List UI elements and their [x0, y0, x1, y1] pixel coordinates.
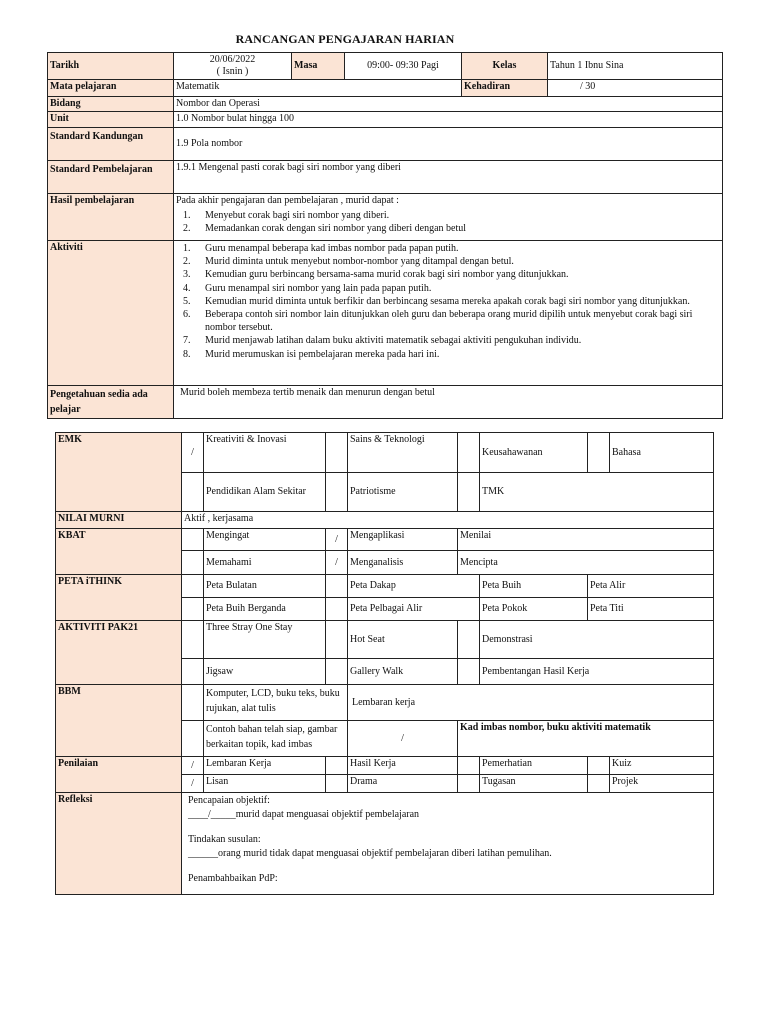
aktiviti-item — [176, 255, 720, 268]
kbat-mark-2[interactable]: / — [326, 529, 348, 551]
pak21-mark-4[interactable] — [182, 659, 204, 685]
kbat-label: KBAT — [56, 529, 182, 575]
date-text: 20/06/2022 — [209, 54, 256, 65]
penilaian-hasil-kerja: Hasil Kerja — [348, 757, 458, 775]
emk-label: EMK — [56, 433, 182, 512]
aktiviti-item-text: Kemudian guru berbincang bersama-sama murid corak bagi siri nombor yang ditunjukkan. — [205, 269, 569, 281]
aktiviti-item-text: Guru menampal siri nombor yang lain pada papan putih. — [205, 282, 432, 294]
pengetahuan-value: Murid boleh membeza tertib menaik dan menurun dengan betul — [174, 386, 723, 419]
peta-label: PETA iTHINK — [56, 575, 182, 621]
unit-label: Unit — [48, 112, 174, 128]
refleksi-line-3: Tindakan susulan: — [188, 834, 261, 845]
aktiviti-item-number: 3. — [183, 269, 191, 281]
emk-mark-5[interactable] — [182, 473, 204, 512]
tarikh-label: Tarikh — [48, 53, 174, 80]
aktiviti-item-number: 5. — [183, 295, 191, 307]
refleksi-line-5: Penambahbaikan PdP: — [188, 873, 278, 884]
penilaian-projek: Projek — [610, 775, 714, 793]
pak21-label: AKTIVITI PAK21 — [56, 621, 182, 685]
emk-mark-4[interactable] — [588, 433, 610, 473]
unit-value: 1.0 Nombor bulat hingga 100 — [174, 112, 723, 128]
penilaian-mark-3[interactable] — [458, 757, 480, 775]
penilaian-mark-1[interactable]: / — [182, 757, 204, 775]
nilai-label: NILAI MURNI — [56, 512, 182, 529]
penilaian-mark-4[interactable] — [588, 757, 610, 775]
emk-kreativiti: Kreativiti & Inovasi — [204, 433, 326, 473]
refleksi-line-1: Pencapaian objektif: — [188, 795, 270, 806]
aktiviti-item — [176, 282, 720, 295]
aktiviti-item — [176, 334, 720, 347]
peta-mark-5[interactable] — [182, 598, 204, 621]
hasil-item-number: 2. — [183, 223, 191, 235]
aktiviti-item-number: 7. — [183, 335, 191, 347]
kehadiran-value: / 30 — [548, 80, 723, 97]
aktiviti-item-number: 2. — [183, 256, 191, 268]
standard-pembelajaran-label: Standard Pembelajaran — [48, 161, 174, 194]
refleksi-content — [182, 793, 714, 895]
hasil-item — [176, 209, 720, 222]
penilaian-lembaran-kerja: Lembaran Kerja — [204, 757, 326, 775]
mata-pelajaran-value: Matematik — [174, 80, 462, 97]
bbm-mark-1[interactable] — [182, 685, 204, 721]
pak21-jigsaw: Jigsaw — [204, 659, 326, 685]
aktiviti-item — [176, 242, 720, 255]
aktiviti-list — [176, 242, 720, 361]
aktiviti-item-number: 8. — [183, 348, 191, 360]
peta-dakap: Peta Dakap — [348, 575, 480, 598]
kbat-mark-5[interactable]: / — [326, 551, 348, 575]
aktiviti-item-text: Murid merumuskan isi pembelajaran mereka pada hari ini. — [205, 348, 440, 360]
hasil-label: Hasil pembelajaran — [48, 194, 174, 241]
penilaian-label: Penilaian — [56, 757, 182, 793]
peta-bulatan: Peta Bulatan — [204, 575, 326, 598]
standard-pembelajaran-value: 1.9.1 Mengenal pasti corak bagi siri nombor yang diberi — [174, 161, 723, 194]
standard-kandungan-label: Standard Kandungan — [48, 128, 174, 161]
bidang-label: Bidang — [48, 97, 174, 112]
pak21-gallery-walk: Gallery Walk — [348, 659, 458, 685]
emk-sains: Sains & Teknologi — [348, 433, 458, 473]
emk-mark-7[interactable] — [458, 473, 480, 512]
emk-mark-6[interactable] — [326, 473, 348, 512]
emk-alam-sekitar: Pendidikan Alam Sekitar — [204, 473, 326, 512]
emk-patriotisme: Patriotisme — [348, 473, 458, 512]
pak21-mark-1[interactable] — [182, 621, 204, 659]
penilaian-kuiz: Kuiz — [610, 757, 714, 775]
emk-mark-1[interactable]: / — [182, 433, 204, 473]
kbat-mencipta: Mencipta — [458, 551, 714, 575]
aktiviti-item — [176, 308, 720, 334]
bbm-mark-4[interactable]: / — [348, 721, 458, 757]
kbat-mark-4[interactable] — [182, 551, 204, 575]
lesson-plan-table — [47, 52, 723, 419]
peta-pelbagai-alir: Peta Pelbagai Alir — [348, 598, 480, 621]
pak21-three-stray: Three Stray One Stay — [204, 621, 326, 659]
hasil-intro: Pada akhir pengajaran dan pembelajaran , murid dapat : — [176, 195, 399, 206]
peta-buih-berganda: Peta Buih Berganda — [204, 598, 326, 621]
pak21-demonstrasi: Demonstrasi — [480, 621, 714, 659]
aktiviti-item-text: Murid diminta untuk menyebut nombor-nombor yang ditampal dengan betul. — [205, 256, 514, 268]
pak21-mark-2[interactable] — [326, 621, 348, 659]
peta-pokok: Peta Pokok — [480, 598, 588, 621]
penilaian-mark-8[interactable] — [588, 775, 610, 793]
pak21-pembentangan: Pembentangan Hasil Kerja — [480, 659, 714, 685]
aktiviti-item — [176, 295, 720, 308]
kehadiran-label: Kehadiran — [462, 80, 548, 97]
aktiviti-item-text: Guru menampal beberapa kad imbas nombor pada papan putih. — [205, 243, 459, 254]
refleksi-line-2: ____/_____murid dapat menguasai objektif pembelajaran — [188, 809, 420, 820]
page-title: RANCANGAN PENGAJARAN HARIAN — [235, 32, 455, 46]
kelas-value: Tahun 1 Ibnu Sina — [548, 53, 723, 80]
kbat-memahami: Memahami — [204, 551, 326, 575]
emk-bahasa: Bahasa — [610, 433, 714, 473]
aktiviti-label: Aktiviti — [48, 241, 174, 386]
bbm-mark-3[interactable] — [182, 721, 204, 757]
hasil-item-text: Menyebut corak bagi siri nombor yang diberi. — [205, 210, 390, 221]
tarikh-value — [174, 53, 292, 80]
aktiviti-item-text: Beberapa contoh siri nombor lain ditunjukkan oleh guru dan beberapa orang murid dipilih untuk menyebut corak bagi siri nombor tersebut. — [205, 309, 693, 334]
refleksi-line-4: ______orang murid tidak dapat menguasai objektif pembelajaran diberi latihan pemulihan. — [188, 848, 552, 859]
penilaian-mark-6[interactable] — [326, 775, 348, 793]
refleksi-label: Refleksi — [56, 793, 182, 895]
peta-buih: Peta Buih — [480, 575, 588, 598]
aktiviti-item-number: 4. — [183, 282, 191, 294]
elements-table — [55, 432, 714, 895]
aktiviti-item-text: Murid menjawab latihan dalam buku aktiviti matematik sebagai aktiviti pengukuhan individu. — [205, 335, 582, 347]
bbm-komputer: Komputer, LCD, buku teks, buku rujukan, alat tulis — [204, 685, 348, 721]
bbm-kad-imbas: Kad imbas nombor, buku aktiviti matematik — [458, 721, 714, 757]
kbat-mengingat: Mengingat — [204, 529, 326, 551]
penilaian-mark-2[interactable] — [326, 757, 348, 775]
peta-mark-6[interactable] — [326, 598, 348, 621]
peta-mark-1[interactable] — [182, 575, 204, 598]
aktiviti-content — [174, 241, 723, 386]
kbat-menganalisis: Menganalisis — [348, 551, 458, 575]
aktiviti-item-number: 1. — [183, 243, 191, 254]
masa-label: Masa — [292, 53, 345, 80]
peta-mark-2[interactable] — [326, 575, 348, 598]
peta-alir: Peta Alir — [588, 575, 714, 598]
emk-keusahawanan: Keusahawanan — [480, 433, 588, 473]
masa-value: 09:00- 09:30 Pagi — [345, 53, 462, 80]
hasil-content — [174, 194, 723, 241]
mata-pelajaran-label: Mata pelajaran — [48, 80, 174, 97]
emk-mark-3[interactable] — [458, 433, 480, 473]
day-text: ( Isnin ) — [216, 66, 249, 77]
penilaian-tugasan: Tugasan — [480, 775, 588, 793]
emk-tmk: TMK — [480, 473, 714, 512]
aktiviti-item — [176, 348, 720, 361]
pak21-mark-6[interactable] — [458, 659, 480, 685]
penilaian-pemerhatian: Pemerhatian — [480, 757, 588, 775]
standard-kandungan-value: 1.9 Pola nombor — [174, 128, 723, 161]
penilaian-mark-5[interactable]: / — [182, 775, 204, 793]
aktiviti-item-text: Kemudian murid diminta untuk berfikir dan berbincang sesama mereka apakah corak bagi siri nombor yang ditunjukkan. — [205, 295, 690, 307]
nilai-value: Aktif , kerjasama — [182, 512, 714, 529]
pengetahuan-label: Pengetahuan sedia ada pelajar — [48, 386, 174, 419]
penilaian-mark-7[interactable] — [458, 775, 480, 793]
pak21-mark-5[interactable] — [326, 659, 348, 685]
aktiviti-item — [176, 268, 720, 281]
penilaian-lisan: Lisan — [204, 775, 326, 793]
aktiviti-item-number: 6. — [183, 309, 191, 321]
bbm-contoh-bahan: Contoh bahan telah siap, gambar berkaitan topik, kad imbas — [204, 721, 348, 757]
emk-mark-2[interactable] — [326, 433, 348, 473]
kbat-mark-1[interactable] — [182, 529, 204, 551]
bidang-value: Nombor dan Operasi — [174, 97, 723, 112]
kbat-menilai: Menilai — [458, 529, 714, 551]
bbm-lembaran: Lembaran kerja — [348, 685, 714, 721]
pak21-mark-3[interactable] — [458, 621, 480, 659]
bbm-label: BBM — [56, 685, 182, 757]
hasil-list — [176, 209, 720, 235]
pak21-hot-seat: Hot Seat — [348, 621, 458, 659]
kelas-label: Kelas — [462, 53, 548, 80]
kbat-mengaplikasi: Mengaplikasi — [348, 529, 458, 551]
penilaian-drama: Drama — [348, 775, 458, 793]
hasil-item — [176, 222, 720, 235]
hasil-item-number: 1. — [183, 210, 191, 221]
peta-titi: Peta Titi — [588, 598, 714, 621]
hasil-item-text: Memadankan corak dengan siri nombor yang diberi dengan betul — [205, 223, 467, 235]
